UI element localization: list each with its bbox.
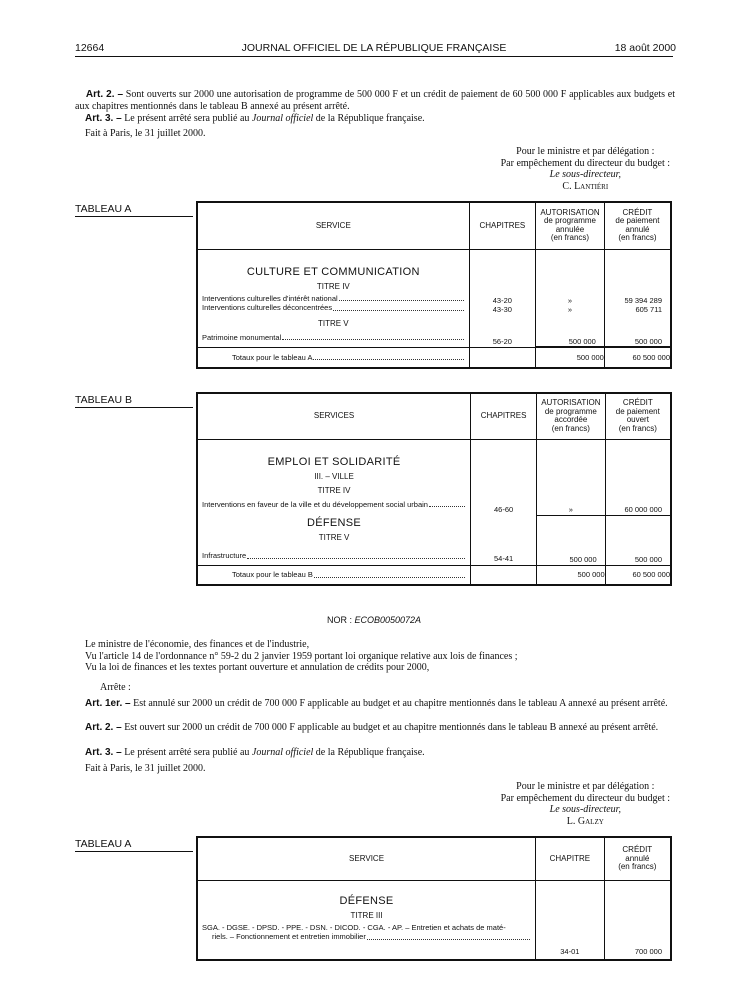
tableau-a2 — [196, 836, 672, 961]
col-chapitre: CHAPITRE — [536, 837, 605, 880]
chapitre-value: 34-01 — [560, 946, 580, 956]
titre-heading: TITRE IV — [317, 485, 351, 495]
page-number: 12664 — [75, 42, 105, 54]
tableau-a1-label: TABLEAU A — [75, 203, 193, 217]
tableau-b1-label: TABLEAU B — [75, 394, 193, 408]
totals-row: Totaux pour le tableau B — [198, 570, 470, 580]
table-row: SGA. - DGSE. - DPSD. - PPE. - DSN. - DICOD. - CGA. - AP. – Entretien et achats de maté- riels. – Fonctionnement et entretien immobilier — [198, 923, 535, 942]
section-title: DÉFENSE — [339, 894, 394, 907]
section-title: DÉFENSE — [307, 517, 362, 529]
section-title: CULTURE ET COMMUNICATION — [246, 265, 420, 278]
totals-row: Totaux pour le tableau A — [198, 353, 469, 363]
section-title: EMPLOI ET SOLIDARITÉ — [267, 455, 401, 468]
total-auth: 500 000 — [536, 348, 605, 368]
decree2-art1: Art. 1er. – Est annulé sur 2000 un crédit de 700 000 F applicable au budget et au chapitre mentionnés dans le tableau A annexé au présent arrêté. — [85, 698, 668, 709]
col-chapitres: CHAPITRES — [471, 393, 537, 439]
table-row: Interventions culturelles d'intérêt national — [198, 294, 469, 304]
col-credit: CRÉDIT de paiement ouvert (en francs) — [605, 393, 671, 439]
table-row: Interventions en faveur de la ville et du développement social urbain — [198, 498, 470, 510]
decree1-art2: Art. 2. – Sont ouverts sur 2000 une autorisation de programme de 500 000 F et un crédit de paiement de 60 500 000 F applicables aux budgets et aux chapitres mentionnés dans le tableau B annexé au présent arrêté. — [75, 89, 675, 112]
decree2-art3: Art. 3. – Le présent arrêté sera publié au Journal officiel de la République française. — [85, 747, 425, 758]
col-service: SERVICE — [197, 202, 469, 249]
total-credit: 60 500 000 — [605, 565, 671, 585]
total-credit: 60 500 000 — [604, 348, 671, 368]
decree2-visas: Le ministre de l'économie, des finances et de l'industrie, Vu l'article 14 de l'ordonnance n° 59-2 du 2 janvier 1959 portant loi organique relative aux lois de finances ; Vu la loi de finances et les textes portant ouverture et annulation de crédits pour 2000, — [85, 639, 518, 673]
sub-heading: III. – VILLE — [314, 471, 354, 481]
table-row: Infrastructure — [198, 551, 470, 561]
decree2-art2: Art. 2. – Est ouvert sur 2000 un crédit de 700 000 F applicable au budget et au chapitre mentionnés dans le tableau B annexé au présent arrêté. — [85, 722, 659, 733]
tableau-a1: SERVICE CHAPITRES AUTORISATION de programme annulée (en francs) CRÉDIT de paiement annulé (en francs) CULTURE ET COMMUNICATION TITRE IV Interventions culturelles d'intérêt national Interventions culturelles déconcentrées TITRE V Patrimoine monumental 43-20 43-30 56-20 » » 500 000 59 394 289 605 711 500 000 Totaux pour le tableau A 500 000 60 500 000 — [196, 201, 672, 369]
table-row: Interventions culturelles déconcentrées — [198, 303, 469, 313]
issue-date: 18 août 2000 — [614, 42, 676, 54]
nor-reference: NOR : ECOB0050072A — [326, 615, 422, 625]
decree2-fait: Fait à Paris, le 31 juillet 2000. — [85, 763, 206, 774]
titre-heading: TITRE III — [350, 910, 383, 920]
decree2-signature: Pour le ministre et par délégation : Par empêchement du directeur du budget : Le sous-directeur, L. Galzy — [500, 781, 670, 827]
titre-heading: TITRE V — [317, 318, 349, 328]
journal-title: JOURNAL OFFICIEL DE LA RÉPUBLIQUE FRANÇAISE — [241, 42, 507, 54]
decree1-art3: Art. 3. – Le présent arrêté sera publié au Journal officiel de la République française. — [85, 113, 425, 124]
decree1-fait: Fait à Paris, le 31 juillet 2000. — [85, 128, 206, 139]
col-credit: CRÉDIT de paiement annulé (en francs) — [604, 202, 671, 249]
titre-heading: TITRE V — [318, 533, 350, 542]
titre-heading: TITRE IV — [316, 281, 350, 291]
tableau-b1: SERVICES CHAPITRES AUTORISATION de programme accordée (en francs) CRÉDIT de paiement ouvert (en francs) EMPLOI ET SOLIDARITÉ III. – VILLE TITRE IV Interventions en faveur de la ville et du développement social urbain DÉFENSE TITRE V Infrastructure 46-60 54-41 » 500 000 60 000 000 500 000 Totaux pour le tableau B 500 000 60 500 000 — [196, 392, 672, 586]
decree2-arrete: Arrête : — [100, 682, 131, 693]
credit-value: 700 000 — [634, 946, 662, 956]
decree1-signature: Pour le ministre et par délégation : Par empêchement du directeur du budget : Le sous-directeur, C. Lantiéri — [500, 146, 670, 192]
col-service: SERVICE — [197, 837, 536, 880]
tableau-a2-label: TABLEAU A — [75, 838, 193, 852]
col-autorisation: AUTORISATION de programme annulée (en francs) — [536, 202, 605, 249]
col-credit: CRÉDIT annulé (en francs) — [604, 837, 671, 880]
table-row: Patrimoine monumental — [198, 331, 469, 343]
col-chapitres: CHAPITRES — [469, 202, 535, 249]
header-rule — [75, 56, 673, 57]
total-auth: 500 000 — [537, 565, 606, 585]
col-autorisation: AUTORISATION de programme accordée (en francs) — [537, 393, 606, 439]
col-services: SERVICES — [197, 393, 471, 439]
